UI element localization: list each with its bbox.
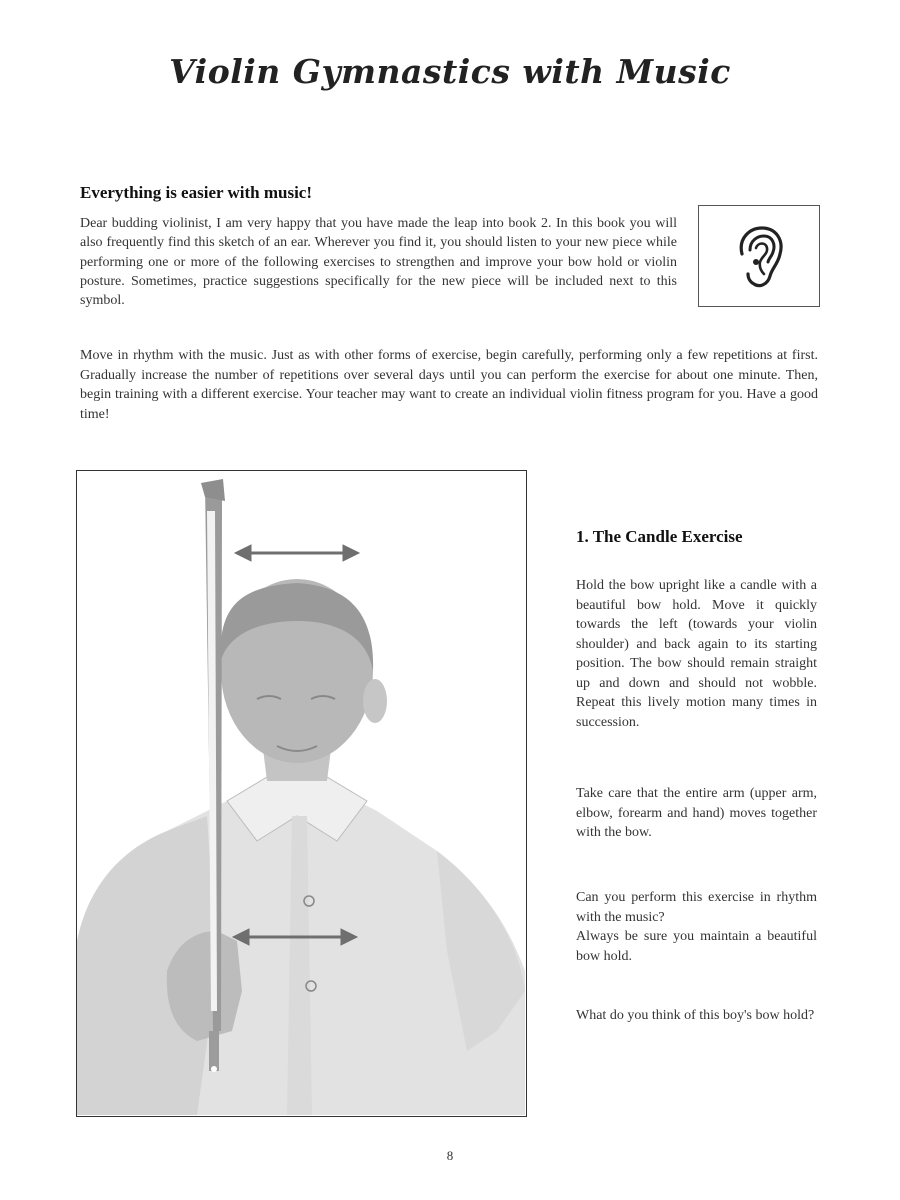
exercise-paragraph-2: Take care that the entire arm (upper arm, elbow, forearm and hand) moves together with the bow. <box>576 786 817 840</box>
page-number: 8 <box>446 1148 454 1163</box>
exercise-heading: 1. The Candle Exercise <box>576 527 743 546</box>
page-title: Violin Gymnastics with Music <box>169 52 731 91</box>
intro-heading: Everything is easier with music! <box>80 183 313 202</box>
exercise-paragraph-1: Hold the bow upright like a candle with a beautiful bow hold. Move it quickly towards the left (towards your violin shoulder) and back again to its starting position. The bow should remain straight up and down and should not wobble. Repeat this lively motion many times in succession. <box>576 578 817 730</box>
intro-paragraph-2: Move in rhythm with the music. Just as with other forms of exercise, begin carefully, performing only a few repetitions at first. Gradually increase the number of repetitions over several days until you can perform the exercise for about one minute. Then, begin training with a different exercise. Your teacher may want to create an individual violin fitness program for you. Have a good time! <box>80 348 818 422</box>
exercise-photo <box>76 470 527 1117</box>
intro-paragraph-1: Dear budding violinist, I am very happy that you have made the leap into book 2. In this book you will also frequently find this sketch of an ear. Wherever you find it, you should listen to your new piece while performing one or more of the following exercises to strengthen and improve your bow hold or violin posture. Sometimes, practice suggestions specifically for the new piece will be included next to this symbol. <box>80 216 677 309</box>
ear-symbol-box <box>698 205 820 307</box>
double-arrow-top-icon <box>235 545 359 561</box>
exercise-paragraph-5: What do you think of this boy's bow hold? <box>576 1008 815 1023</box>
exercise-paragraph-3: Can you perform this exercise in rhythm with the music? <box>576 890 817 925</box>
ear-icon <box>734 224 786 290</box>
exercise-paragraph-4: Always be sure you maintain a beautiful bow hold. <box>576 929 817 964</box>
